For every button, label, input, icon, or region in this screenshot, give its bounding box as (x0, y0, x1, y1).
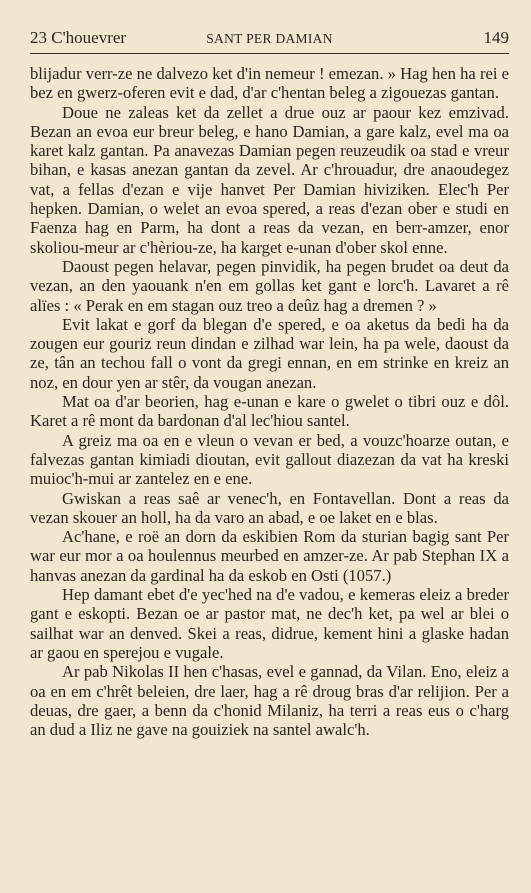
header-rule (30, 53, 509, 54)
body-text (30, 64, 509, 739)
paragraph: Ar pab Nikolas II hen c'hasas, evel e gannad, da Vilan. Eno, eleiz a oa en em c'hrêt beleien, dre laer, hag a rê droug bras d'ar relijion. Per a deuas, dre gaer, a benn da c'honid Milaniz, ha terri a reas eus o c'harg an dud a Iliz ne gave na gouiziek na santel awalc'h. (30, 662, 509, 740)
paragraph: Ac'hane, e roë an dorn da eskibien Rom da sturian bagig sant Per war eur mor a oa houlennus meurbed en amzer-ze. Ar pab Stephan IX a hanvas anezan da gardinal ha da eskob en Osti (1057.) (30, 527, 509, 585)
paragraph: blijadur verr-ze ne dalvezo ket d'in nemeur ! emezan. » Hag hen ha rei e bez en gwerz-oferen evit e dad, d'ar c'hentan beleg a zigouezas gantan. (30, 64, 509, 103)
paragraph: Mat oa d'ar beorien, hag e-unan e kare o gwelet o tibri ouz e dôl. Karet a rê mont da bardonan d'al lec'hiou santel. (30, 392, 509, 431)
running-header (30, 28, 509, 50)
paragraph: Daoust pegen helavar, pegen pinvidik, ha pegen brudet oa deut da vezan, an den yaouank n'en em gollas ket gant e lorc'h. Lavaret a rê alïes : « Perak en em stagan ouz treo a deûz hag a dremen ? » (30, 256, 509, 315)
paragraph: Gwiskan a reas saê ar venec'h, en Fontavellan. Dont a reas da vezan skouer an holl, ha da varo an abad, e oe laket en e blas. (30, 488, 509, 527)
paragraph: Evit lakat e gorf da blegan d'e spered, e oa aketus da bedi ha da zougen eur gouriz reun dindan e zilhad war lein, ha pa wele, daoust da ze, tân an techou fall o vont da gregi ennan, en em strinke en kreiz an noz, en dour yen ar stêr, da vougan anezan. (30, 314, 509, 392)
paragraph: A greiz ma oa en e vleun o vevan er bed, a vouzc'hoarze outan, e falvezas gantan kimiadi dioutan, evit gallout diazezan da vat ha kreski muioc'h-mui ar zantelez en e ene. (30, 430, 509, 489)
header-date: 23 C'houevrer (30, 28, 127, 47)
paragraph: Doue ne zaleas ket da zellet a drue ouz ar paour kez emzivad. Bezan an evoa eur breur beleg, e hano Damian, a gare kalz, evel ma oa karet kalz gantan. Pa anavezas Damian pegen reuzeudik oa stad e vreur bihan, e kasas anezan gantan da zevel. Ar c'hrouadur, dre anaoudegez vat, a fellas d'ezan e vije hanvet Per Damian hiviziken. Elec'h Per hepken. Damian, o welet an evoa spered, a reas d'ezan ober e studi en Faenza hag en Parm, ha dont a reas da vezan, en berr-amzer, enor skoliou-meur ar c'hèriou-ze, ha karget e-unan d'ober skol enne. (30, 102, 509, 257)
header-title: SANT PER DAMIAN (206, 31, 333, 46)
page-number: 149 (483, 28, 509, 47)
paragraph: Hep damant ebet d'e yec'hed na d'e vadou, e kemeras eleiz a breder gant e eskopti. Bezan oe ar pastor mat, ne dec'h ket, pa wel ar blei o sailhat war an denved. Skei a reas, didrue, kement hini a glaske hadan ar gaou en sperejou e vugale. (30, 585, 509, 662)
